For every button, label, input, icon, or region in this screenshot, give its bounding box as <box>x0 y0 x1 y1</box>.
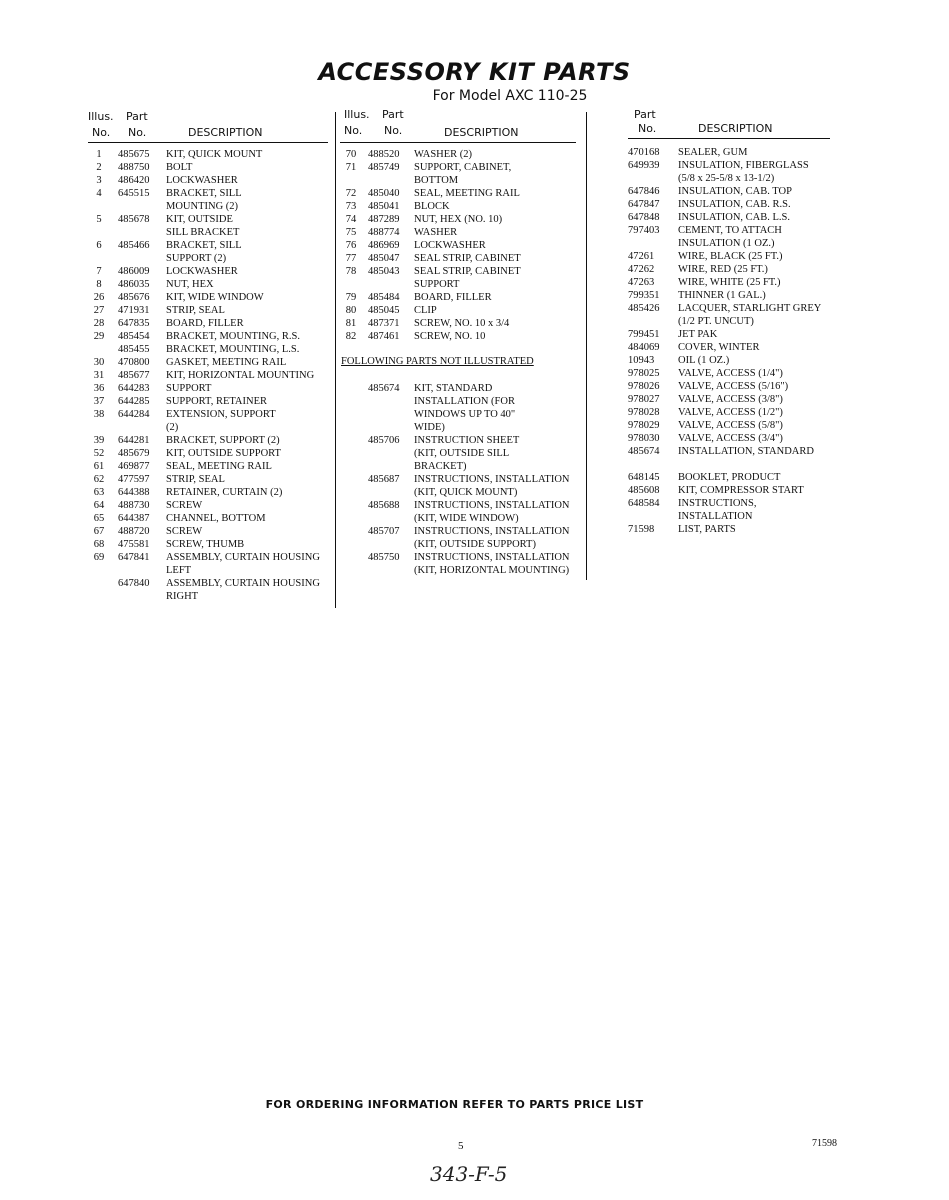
part-header-bottom: No. <box>384 124 403 137</box>
part-number: 978027 <box>628 394 660 405</box>
illus-number: 80 <box>345 305 357 316</box>
part-number: 978026 <box>628 381 660 392</box>
handwritten-note: 343-F-5 <box>430 1162 508 1186</box>
part-number: 484069 <box>628 342 660 353</box>
illus-number: 6 <box>96 240 102 251</box>
illus-header-top: Illus. <box>88 110 114 123</box>
part-number: 471931 <box>118 305 150 316</box>
part-description: SCREW, NO. 10 <box>414 331 486 342</box>
part-number: 644284 <box>118 409 150 420</box>
part-number: 978028 <box>628 407 660 418</box>
part-number: 485466 <box>118 240 150 251</box>
part-number: 644387 <box>118 513 150 524</box>
part-number: 488730 <box>118 500 150 511</box>
part-description: BOARD, FILLER <box>166 318 244 329</box>
part-description: INSTRUCTIONS, INSTALLATION <box>414 552 570 563</box>
part-number: 488720 <box>118 526 150 537</box>
part-number: 47261 <box>628 251 655 262</box>
part-description: WIRE, WHITE (25 FT.) <box>678 277 781 288</box>
part-description: WASHER <box>414 227 458 238</box>
part-description: WIDE) <box>414 422 445 433</box>
illus-number: 65 <box>93 513 105 524</box>
part-number: 485043 <box>368 266 400 277</box>
illus-number: 70 <box>345 149 357 160</box>
header-rule <box>340 142 576 143</box>
part-description: INSTRUCTIONS, INSTALLATION <box>414 526 570 537</box>
illus-number: 29 <box>93 331 105 342</box>
part-description: (KIT, HORIZONTAL MOUNTING) <box>414 565 570 576</box>
part-description: MOUNTING (2) <box>166 201 239 212</box>
part-description: INSTRUCTIONS, <box>678 498 757 509</box>
illus-number: 69 <box>93 552 105 563</box>
part-header-top: Part <box>634 108 656 121</box>
part-number: 645515 <box>118 188 150 199</box>
description-header: DESCRIPTION <box>444 126 519 139</box>
part-description: OIL (1 OZ.) <box>678 355 730 366</box>
part-number: 799451 <box>628 329 660 340</box>
part-description: (KIT, WIDE WINDOW) <box>414 513 519 524</box>
part-description: INSULATION, CAB. R.S. <box>678 199 791 210</box>
part-number: 475581 <box>118 539 150 550</box>
part-description: NUT, HEX (NO. 10) <box>414 214 503 225</box>
part-number: 47262 <box>628 264 655 275</box>
part-number: 649939 <box>628 160 660 171</box>
part-number: 485047 <box>368 253 400 264</box>
part-number: 799351 <box>628 290 660 301</box>
part-description: CEMENT, TO ATTACH <box>678 225 782 236</box>
part-description: SUPPORT, RETAINER <box>166 396 268 407</box>
illus-number: 62 <box>93 474 105 485</box>
part-description: VALVE, ACCESS (1/2") <box>678 407 783 418</box>
header-rule <box>628 138 830 139</box>
illus-number: 27 <box>93 305 105 316</box>
header-rule <box>88 142 328 143</box>
illus-number: 36 <box>93 383 105 394</box>
part-number: 488520 <box>368 149 400 160</box>
part-description: BRACKET, SILL <box>166 188 242 199</box>
illus-number: 77 <box>345 253 357 264</box>
illus-number: 5 <box>96 214 102 225</box>
illus-number: 3 <box>96 175 102 186</box>
part-description: INSTALLATION, STANDARD <box>678 446 814 457</box>
part-description: SCREW <box>166 500 203 511</box>
part-description: INSULATION, FIBERGLASS <box>678 160 809 171</box>
part-number: 71598 <box>628 524 655 535</box>
part-description: INSULATION, CAB. L.S. <box>678 212 791 223</box>
part-description: RETAINER, CURTAIN (2) <box>166 487 283 498</box>
part-description: KIT, OUTSIDE SUPPORT <box>166 448 281 459</box>
part-description: BRACKET) <box>414 461 467 472</box>
part-description: SCREW, NO. 10 x 3/4 <box>414 318 510 329</box>
part-header-top: Part <box>382 108 404 121</box>
part-description: INSULATION (1 OZ.) <box>678 238 775 249</box>
illus-number: 38 <box>93 409 105 420</box>
part-description: BRACKET, SUPPORT (2) <box>166 435 280 446</box>
illus-number: 63 <box>93 487 105 498</box>
part-description: THINNER (1 GAL.) <box>678 290 766 301</box>
illus-number: 76 <box>345 240 357 251</box>
part-number: 978025 <box>628 368 660 379</box>
part-description: CHANNEL, BOTTOM <box>166 513 266 524</box>
illus-number: 7 <box>96 266 102 277</box>
part-description: INSTALLATION <box>678 511 753 522</box>
part-number: 470168 <box>628 147 660 158</box>
part-number: 485750 <box>368 552 400 563</box>
part-description: BRACKET, SILL <box>166 240 242 251</box>
part-number: 644283 <box>118 383 150 394</box>
part-number: 647848 <box>628 212 660 223</box>
part-description: RIGHT <box>166 591 199 602</box>
part-number: 485045 <box>368 305 400 316</box>
part-description: INSTRUCTION SHEET <box>414 435 520 446</box>
part-description: STRIP, SEAL <box>166 474 225 485</box>
part-description: SEAL, MEETING RAIL <box>414 188 520 199</box>
part-description: KIT, HORIZONTAL MOUNTING <box>166 370 315 381</box>
part-number: 488774 <box>368 227 400 238</box>
part-description: LOCKWASHER <box>166 175 238 186</box>
part-number: 647841 <box>118 552 150 563</box>
part-description: (KIT, OUTSIDE SILL <box>414 448 510 459</box>
part-description: BRACKET, MOUNTING, L.S. <box>166 344 300 355</box>
illus-number: 64 <box>93 500 105 511</box>
illus-header-bottom: No. <box>344 124 363 137</box>
part-description: LOCKWASHER <box>414 240 486 251</box>
illus-header-top: Illus. <box>344 108 370 121</box>
illus-number: 67 <box>93 526 105 537</box>
part-number: 485426 <box>628 303 660 314</box>
part-description: SILL BRACKET <box>166 227 240 238</box>
illus-number: 37 <box>93 396 105 407</box>
illus-number: 72 <box>345 188 357 199</box>
part-description: ASSEMBLY, CURTAIN HOUSING <box>166 552 320 563</box>
part-description: KIT, QUICK MOUNT <box>166 149 263 160</box>
illus-number: 68 <box>93 539 105 550</box>
part-number: 485675 <box>118 149 150 160</box>
part-description: SUPPORT (2) <box>166 253 227 264</box>
part-description: ASSEMBLY, CURTAIN HOUSING <box>166 578 320 589</box>
part-number: 485687 <box>368 474 400 485</box>
part-number: 485676 <box>118 292 150 303</box>
part-description: KIT, OUTSIDE <box>166 214 233 225</box>
part-number: 486969 <box>368 240 400 251</box>
illus-number: 75 <box>345 227 357 238</box>
part-description: WIRE, RED (25 FT.) <box>678 264 768 275</box>
part-description: BLOCK <box>414 201 450 212</box>
part-description: LACQUER, STARLIGHT GREY <box>678 303 822 314</box>
part-number: 488750 <box>118 162 150 173</box>
illus-number: 74 <box>345 214 357 225</box>
part-number: 644281 <box>118 435 150 446</box>
illus-number: 26 <box>93 292 105 303</box>
part-number: 470800 <box>118 357 150 368</box>
part-description: BRACKET, MOUNTING, R.S. <box>166 331 300 342</box>
part-number: 486420 <box>118 175 150 186</box>
part-description: VALVE, ACCESS (3/8") <box>678 394 783 405</box>
part-number: 647847 <box>628 199 660 210</box>
part-number: 10943 <box>628 355 655 366</box>
part-number: 797403 <box>628 225 660 236</box>
part-number: 485454 <box>118 331 150 342</box>
part-description: KIT, STANDARD <box>414 383 493 394</box>
part-number: 485041 <box>368 201 400 212</box>
part-number: 485674 <box>368 383 400 394</box>
part-description: VALVE, ACCESS (5/16") <box>678 381 789 392</box>
part-description: INSULATION, CAB. TOP <box>678 186 792 197</box>
illus-number: 79 <box>345 292 357 303</box>
part-number: 485484 <box>368 292 400 303</box>
part-number: 644388 <box>118 487 150 498</box>
part-number: 485679 <box>118 448 150 459</box>
part-description: VALVE, ACCESS (1/4") <box>678 368 783 379</box>
part-description: SCREW <box>166 526 203 537</box>
part-number: 485749 <box>368 162 400 173</box>
part-description: LIST, PARTS <box>678 524 736 535</box>
part-description: (5/8 x 25-5/8 x 13-1/2) <box>678 173 775 184</box>
illus-number: 73 <box>345 201 357 212</box>
part-description: CLIP <box>414 305 437 316</box>
part-number: 485678 <box>118 214 150 225</box>
part-header-bottom: No. <box>638 122 657 135</box>
part-number: 485706 <box>368 435 400 446</box>
part-description: BOARD, FILLER <box>414 292 492 303</box>
part-description: BOTTOM <box>414 175 459 186</box>
part-description: NUT, HEX <box>166 279 214 290</box>
illus-number: 71 <box>345 162 357 173</box>
part-description: WINDOWS UP TO 40" <box>414 409 516 420</box>
part-number: 647840 <box>118 578 150 589</box>
part-header-top: Part <box>126 110 148 123</box>
illus-number: 4 <box>96 188 102 199</box>
part-description: KIT, WIDE WINDOW <box>166 292 264 303</box>
illus-number: 8 <box>96 279 102 290</box>
illus-number: 82 <box>345 331 357 342</box>
page-title: ACCESSORY KIT PARTS <box>318 58 631 86</box>
part-description: EXTENSION, SUPPORT <box>166 409 276 420</box>
part-number: 648584 <box>628 498 660 509</box>
illus-header-bottom: No. <box>92 126 111 139</box>
part-description: BOLT <box>166 162 193 173</box>
part-description: SUPPORT <box>414 279 460 290</box>
part-number: 469877 <box>118 461 150 472</box>
part-number: 647846 <box>628 186 660 197</box>
part-number: 485677 <box>118 370 150 381</box>
part-description: COVER, WINTER <box>678 342 760 353</box>
part-description: GASKET, MEETING RAIL <box>166 357 287 368</box>
part-description: LEFT <box>166 565 192 576</box>
part-number: 487461 <box>368 331 400 342</box>
part-number: 978029 <box>628 420 660 431</box>
column-divider <box>335 112 336 608</box>
part-number: 978030 <box>628 433 660 444</box>
part-description: LOCKWASHER <box>166 266 238 277</box>
part-description: INSTRUCTIONS, INSTALLATION <box>414 500 570 511</box>
part-description: (KIT, QUICK MOUNT) <box>414 487 518 498</box>
illus-number: 2 <box>96 162 102 173</box>
part-number: 487371 <box>368 318 400 329</box>
illus-number: 39 <box>93 435 105 446</box>
column-divider <box>586 112 587 580</box>
part-description: INSTRUCTIONS, INSTALLATION <box>414 474 570 485</box>
part-number: 485707 <box>368 526 400 537</box>
part-number: 486035 <box>118 279 150 290</box>
illus-number: 61 <box>93 461 105 472</box>
part-header-bottom: No. <box>128 126 147 139</box>
part-number: 487289 <box>368 214 400 225</box>
part-number: 644285 <box>118 396 150 407</box>
part-description: SEAL STRIP, CABINET <box>414 253 521 264</box>
part-description: JET PAK <box>678 329 718 340</box>
part-description: SEAL STRIP, CABINET <box>414 266 521 277</box>
document-number: 71598 <box>812 1138 837 1149</box>
illus-number: 30 <box>93 357 105 368</box>
part-number: 47263 <box>628 277 655 288</box>
page-subtitle: For Model AXC 110-25 <box>432 88 588 104</box>
illus-number: 31 <box>93 370 105 381</box>
ordering-note: FOR ORDERING INFORMATION REFER TO PARTS PRICE LIST <box>265 1098 644 1111</box>
part-description: SUPPORT, CABINET, <box>414 162 512 173</box>
description-header: DESCRIPTION <box>698 122 773 135</box>
illus-number: 28 <box>93 318 105 329</box>
part-description: SUPPORT <box>166 383 212 394</box>
part-number: 485674 <box>628 446 660 457</box>
part-description: BOOKLET, PRODUCT <box>678 472 781 483</box>
part-description: STRIP, SEAL <box>166 305 225 316</box>
part-number: 485040 <box>368 188 400 199</box>
part-description: (2) <box>166 422 179 433</box>
description-header: DESCRIPTION <box>188 126 263 139</box>
illus-number: 52 <box>93 448 105 459</box>
illus-number: 81 <box>345 318 357 329</box>
part-description: WIRE, BLACK (25 FT.) <box>678 251 783 262</box>
part-number: 485688 <box>368 500 400 511</box>
part-description: WASHER (2) <box>414 149 473 160</box>
part-description: (1/2 PT. UNCUT) <box>678 316 754 327</box>
page-number: 5 <box>458 1140 464 1152</box>
part-number: 477597 <box>118 474 150 485</box>
part-number: 648145 <box>628 472 660 483</box>
part-number: 485608 <box>628 485 660 496</box>
part-description: SCREW, THUMB <box>166 539 245 550</box>
part-description: (KIT, OUTSIDE SUPPORT) <box>414 539 536 550</box>
not-illustrated-note: FOLLOWING PARTS NOT ILLUSTRATED <box>341 356 534 367</box>
part-description: VALVE, ACCESS (3/4") <box>678 433 783 444</box>
part-description: SEALER, GUM <box>678 147 748 158</box>
part-number: 486009 <box>118 266 150 277</box>
part-description: INSTALLATION (FOR <box>414 396 515 407</box>
part-description: SEAL, MEETING RAIL <box>166 461 272 472</box>
illus-number: 78 <box>345 266 357 277</box>
part-description: VALVE, ACCESS (5/8") <box>678 420 783 431</box>
part-number: 647835 <box>118 318 150 329</box>
part-number: 485455 <box>118 344 150 355</box>
illus-number: 1 <box>96 149 102 160</box>
part-description: KIT, COMPRESSOR START <box>678 485 804 496</box>
